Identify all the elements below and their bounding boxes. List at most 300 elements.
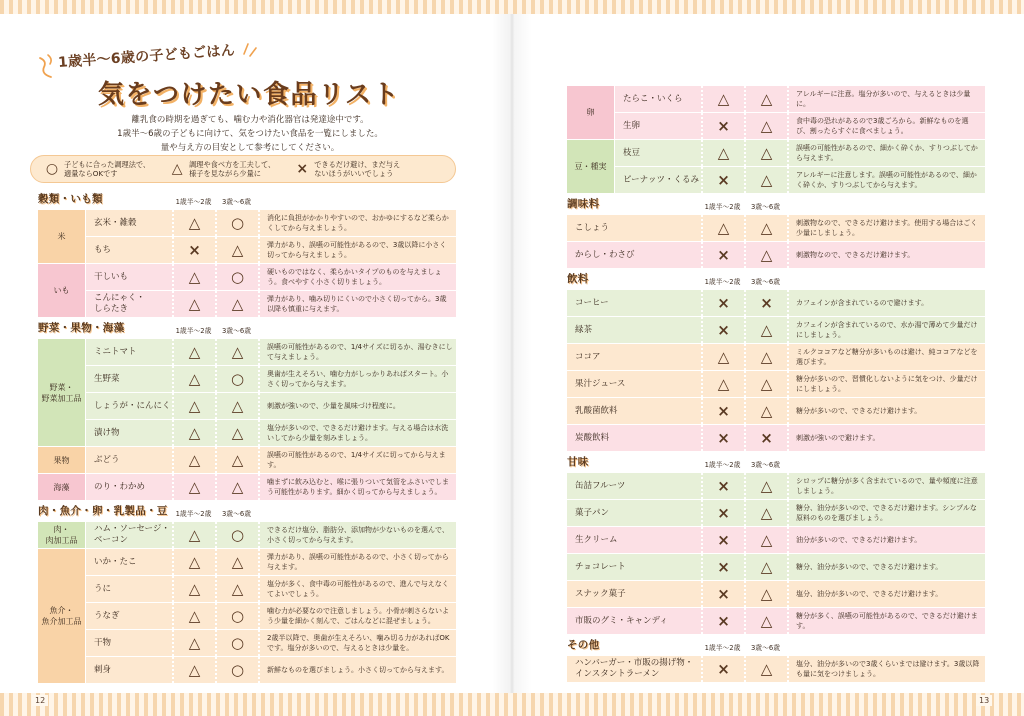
rating-age-1-triangle-mark-icon: △ xyxy=(172,522,215,548)
food-name-cell xyxy=(86,447,172,473)
food-name-cell xyxy=(86,291,172,317)
food-name-cell xyxy=(567,500,701,526)
food-row xyxy=(567,215,985,242)
rating-age-1-triangle-mark-icon: △ xyxy=(172,339,215,365)
food-group xyxy=(567,473,985,635)
food-row xyxy=(86,657,456,684)
food-group xyxy=(567,656,985,683)
column-header-age-2: 3歳〜6歳 xyxy=(750,461,781,469)
section-title: その他 xyxy=(567,639,600,651)
food-note: アレルギーに注意。塩分が多いので、与えるときは少量に。 xyxy=(796,90,971,108)
food-name: ぶどう xyxy=(94,454,120,465)
food-name: 生クリーム xyxy=(575,534,618,545)
food-name: 刺身 xyxy=(94,664,112,675)
rating-age-2-triangle-mark-icon: △ xyxy=(744,371,787,397)
food-name-cell xyxy=(567,317,701,343)
food-section xyxy=(567,86,985,194)
food-name: うに xyxy=(94,583,112,594)
rating-age-1-triangle-mark-icon: △ xyxy=(172,393,215,419)
food-note: カフェインが含まれているので、水か湯で薄めて少量だけにしましょう。 xyxy=(796,321,978,339)
squiggle-stroke xyxy=(40,58,51,77)
food-name: ハンバーガー・市販の揚げ物・ インスタントラーメン xyxy=(575,658,694,679)
food-note-cell xyxy=(787,500,985,526)
rating-age-2-triangle-mark-icon: △ xyxy=(744,242,787,268)
group-rows xyxy=(86,264,456,318)
rating-age-2-triangle-mark-icon: △ xyxy=(215,393,258,419)
food-name: スナック菓子 xyxy=(575,588,626,599)
food-note-cell xyxy=(787,425,985,451)
food-row xyxy=(86,210,456,237)
rating-age-2-triangle-mark-icon: △ xyxy=(744,86,787,112)
food-note-cell xyxy=(258,366,456,392)
food-name: コーヒー xyxy=(575,297,609,308)
group-rows xyxy=(86,522,456,549)
food-row xyxy=(567,344,985,371)
food-group xyxy=(38,522,456,549)
food-row xyxy=(615,167,985,194)
rating-age-1-cross-mark-icon: × xyxy=(701,608,744,634)
food-note: 新鮮なものを選びましょう。小さく切ってから与えます。 xyxy=(267,666,449,674)
rating-age-1-triangle-mark-icon: △ xyxy=(172,291,215,317)
legend-text: できるだけ避け、まだ与え ないほうがいいでしょう xyxy=(314,159,401,178)
food-note-cell xyxy=(258,657,456,683)
rating-age-1-triangle-mark-icon: △ xyxy=(172,420,215,446)
column-header-age-2: 3歳〜6歳 xyxy=(221,198,252,206)
food-note-cell xyxy=(787,86,985,112)
rating-age-1-cross-mark-icon: × xyxy=(701,290,744,316)
food-note: 誤嚥の可能性があるので、1/4サイズに切るか、湯むきにして与えましょう。 xyxy=(267,343,453,361)
food-name-cell xyxy=(567,371,701,397)
food-name: たらこ・いくら xyxy=(623,93,683,104)
food-name: しょうが・にんにく xyxy=(94,400,171,411)
food-name-cell xyxy=(86,522,172,548)
rating-age-1-triangle-mark-icon: △ xyxy=(172,366,215,392)
group-rows xyxy=(86,339,456,447)
rating-age-2-circle-mark-icon: ○ xyxy=(215,630,258,656)
food-name: 生卵 xyxy=(623,120,641,131)
top-stripe-border xyxy=(0,0,1024,14)
circle-mark-icon: ○ xyxy=(45,161,59,177)
food-name-cell xyxy=(86,393,172,419)
food-section xyxy=(38,189,456,318)
food-note: 誤嚥の可能性があるので、細かく砕くか、すりつぶしてから与えます。 xyxy=(796,144,978,162)
intro-text xyxy=(60,113,440,155)
rating-age-2-triangle-mark-icon: △ xyxy=(744,581,787,607)
legend-text: 調理や食べ方を工夫して、 様子を見ながら少量に xyxy=(189,159,276,178)
food-name: 菓子パン xyxy=(575,507,610,518)
section-heading xyxy=(567,635,985,656)
column-header-age-1: 1歳半〜2歳 xyxy=(175,327,212,335)
food-group xyxy=(38,549,456,684)
food-name: 漬け物 xyxy=(94,427,120,438)
sparkle-stroke xyxy=(250,48,256,56)
legend-item-avoid xyxy=(295,160,400,179)
series-kicker: 1歳半〜6歳の子どもごはん xyxy=(57,42,236,71)
food-note-cell xyxy=(258,339,456,365)
rating-age-2-triangle-mark-icon: △ xyxy=(215,339,258,365)
rating-age-2-circle-mark-icon: ○ xyxy=(215,603,258,629)
group-label: 豆・種実 xyxy=(567,140,615,194)
food-note-cell xyxy=(258,210,456,236)
food-note-cell xyxy=(787,371,985,397)
rating-age-1-triangle-mark-icon: △ xyxy=(172,474,215,500)
food-note-cell xyxy=(258,576,456,602)
food-group xyxy=(38,474,456,501)
rating-age-1-cross-mark-icon: × xyxy=(701,554,744,580)
sparkle-stroke xyxy=(244,44,248,54)
food-note: 誤嚥の可能性があるので、1/4サイズに切ってから与えます。 xyxy=(267,451,446,469)
bottom-stripe-border xyxy=(0,693,1024,716)
food-group xyxy=(38,339,456,447)
food-note: 弾力があり、誤嚥の可能性があるので、小さく切ってから与えます。 xyxy=(267,553,449,571)
food-name-cell xyxy=(567,290,701,316)
food-name-cell xyxy=(86,264,172,290)
food-group xyxy=(567,140,985,194)
food-note-cell xyxy=(787,473,985,499)
page-number-left: 12 xyxy=(32,695,48,706)
food-row xyxy=(86,474,456,501)
food-section xyxy=(38,501,456,684)
rating-age-2-triangle-mark-icon: △ xyxy=(744,140,787,166)
food-note: 塩分が多く、食中毒の可能性があるので、進んで与えなくてよいでしょう。 xyxy=(267,580,449,598)
food-row xyxy=(86,576,456,603)
food-group xyxy=(38,264,456,318)
intro-line: 量や与え方の目安として参考にしてください。 xyxy=(160,143,340,153)
rating-age-2-triangle-mark-icon: △ xyxy=(215,576,258,602)
food-name: 市販のグミ・キャンディ xyxy=(575,615,668,626)
food-note: 塩分、油分が多いので、できるだけ避けます。 xyxy=(796,590,943,598)
food-note-cell xyxy=(258,264,456,290)
rating-age-2-cross-mark-icon: × xyxy=(744,290,787,316)
legend-item-caution xyxy=(170,160,275,179)
rating-age-1-triangle-mark-icon: △ xyxy=(701,215,744,241)
food-name-cell xyxy=(567,473,701,499)
group-rows xyxy=(86,549,456,684)
group-rows xyxy=(615,140,985,194)
food-name: もち xyxy=(94,244,112,255)
food-name: 果汁ジュース xyxy=(575,378,626,389)
food-row xyxy=(567,398,985,425)
rating-age-2-triangle-mark-icon: △ xyxy=(744,656,787,682)
food-note-cell xyxy=(258,603,456,629)
food-note: 硬いものではなく、柔らかいタイプのものを与えましょう。食べやすく小さく切りましょう。 xyxy=(267,268,442,286)
sparkle-decoration xyxy=(240,40,260,60)
food-note: 刺激が強いので避けます。 xyxy=(796,434,880,442)
food-name-cell xyxy=(567,581,701,607)
food-name: ココア xyxy=(575,351,601,362)
food-note: 糖分が多いので、できるだけ避けます。 xyxy=(796,407,922,415)
food-name-cell xyxy=(86,339,172,365)
section-heading xyxy=(38,501,456,522)
rating-age-2-triangle-mark-icon: △ xyxy=(744,527,787,553)
food-note-cell xyxy=(258,630,456,656)
food-table-left xyxy=(38,189,456,684)
food-group xyxy=(38,447,456,474)
food-note: 塩分が多いので、できるだけ避けます。与える場合は水洗いしてから少量を刻みましょう。 xyxy=(267,424,449,442)
food-note-cell xyxy=(787,656,985,682)
rating-age-1-triangle-mark-icon: △ xyxy=(701,86,744,112)
squiggle-stroke xyxy=(48,55,51,64)
food-name: からし・わさび xyxy=(575,249,635,260)
food-note: 糖分が多いので、習慣化しないように気をつけ、少量だけにしましょう。 xyxy=(796,375,978,393)
food-name: いか・たこ xyxy=(94,556,137,567)
page-title: 気をつけたい食品リスト xyxy=(98,80,400,110)
food-note-cell xyxy=(787,344,985,370)
rating-age-1-cross-mark-icon: × xyxy=(701,242,744,268)
food-name: 枝豆 xyxy=(623,147,641,158)
group-label: 海藻 xyxy=(38,474,86,501)
rating-age-1-triangle-mark-icon: △ xyxy=(701,344,744,370)
rating-age-2-circle-mark-icon: ○ xyxy=(215,210,258,236)
rating-age-2-triangle-mark-icon: △ xyxy=(215,291,258,317)
food-note: 糖分、油分が多いので、できるだけ避けます。 xyxy=(796,563,943,571)
column-header-age-1: 1歳半〜2歳 xyxy=(704,644,741,652)
food-section xyxy=(567,452,985,635)
rating-age-1-cross-mark-icon: × xyxy=(701,656,744,682)
cross-mark-icon: × xyxy=(296,161,309,177)
food-note: 刺激物なので、できるだけ避けます。 xyxy=(796,251,915,259)
food-name: ミニトマト xyxy=(94,346,137,357)
food-note-cell xyxy=(787,317,985,343)
food-name: 乳酸菌飲料 xyxy=(575,405,618,416)
rating-age-2-triangle-mark-icon: △ xyxy=(744,500,787,526)
rating-age-1-cross-mark-icon: × xyxy=(701,167,744,193)
column-header-age-1: 1歳半〜2歳 xyxy=(704,461,741,469)
food-group xyxy=(567,86,985,140)
food-name-cell xyxy=(567,554,701,580)
column-header-age-1: 1歳半〜2歳 xyxy=(175,198,212,206)
rating-age-1-triangle-mark-icon: △ xyxy=(172,549,215,575)
food-name: 干しいも xyxy=(94,271,129,282)
food-name: 玄米・雑穀 xyxy=(94,217,137,228)
food-row xyxy=(567,425,985,452)
column-header-age-1: 1歳半〜2歳 xyxy=(704,203,741,211)
food-name-cell xyxy=(567,527,701,553)
rating-age-1-cross-mark-icon: × xyxy=(701,398,744,424)
food-note-cell xyxy=(258,420,456,446)
food-row xyxy=(567,371,985,398)
food-note: アレルギーに注意します。誤嚥の可能性があるので、細かく砕くか、すりつぶしてから与えます。 xyxy=(796,171,977,189)
food-section xyxy=(38,318,456,501)
food-note-cell xyxy=(787,242,985,268)
food-name-cell xyxy=(567,242,701,268)
food-name-cell xyxy=(86,657,172,683)
section-heading xyxy=(567,452,985,473)
food-row xyxy=(567,473,985,500)
group-label: 米 xyxy=(38,210,86,264)
food-group xyxy=(567,215,985,269)
group-label: いも xyxy=(38,264,86,318)
rating-age-1-triangle-mark-icon: △ xyxy=(701,371,744,397)
rating-age-1-cross-mark-icon: × xyxy=(701,473,744,499)
group-rows xyxy=(567,215,985,269)
page-number-right: 13 xyxy=(976,695,992,706)
group-rows xyxy=(567,290,985,452)
rating-age-2-triangle-mark-icon: △ xyxy=(215,420,258,446)
food-group xyxy=(567,290,985,452)
food-name: 緑茶 xyxy=(575,324,593,335)
food-name-cell xyxy=(615,167,701,193)
food-note: 噛む力が必要なので注意しましょう。小骨が刺さらないよう少量を細かく刻んで、ごはんなどに混ぜましょう。 xyxy=(267,607,449,625)
food-note: できるだけ塩分、脂肪分、添加物が少ないものを選んで、小さく切ってから与えます。 xyxy=(267,526,449,544)
food-name-cell xyxy=(567,656,701,682)
food-note-cell xyxy=(258,393,456,419)
section-title: 肉・魚介・卵・乳製品・豆 xyxy=(38,505,168,517)
food-note-cell xyxy=(787,167,985,193)
food-row xyxy=(86,393,456,420)
section-title: 調味料 xyxy=(567,198,600,210)
intro-line: 離乳食の時期を過ぎても、噛む力や消化器官は発達途中です。 xyxy=(131,115,369,125)
food-row xyxy=(567,317,985,344)
rating-age-2-circle-mark-icon: ○ xyxy=(215,657,258,683)
food-note-cell xyxy=(787,290,985,316)
food-row xyxy=(567,608,985,635)
food-name: 生野菜 xyxy=(94,373,120,384)
rating-age-2-triangle-mark-icon: △ xyxy=(215,474,258,500)
triangle-mark-icon: △ xyxy=(171,161,183,177)
rating-age-2-triangle-mark-icon: △ xyxy=(744,167,787,193)
food-row xyxy=(567,242,985,269)
section-title: 甘味 xyxy=(567,456,589,468)
group-label: 肉・ 肉加工品 xyxy=(38,522,86,549)
section-heading xyxy=(567,269,985,290)
food-table-right xyxy=(567,86,985,683)
rating-age-1-cross-mark-icon: × xyxy=(701,113,744,139)
rating-age-2-triangle-mark-icon: △ xyxy=(744,398,787,424)
food-name: こしょう xyxy=(575,222,610,233)
food-row xyxy=(615,113,985,140)
food-name-cell xyxy=(567,608,701,634)
food-section xyxy=(567,635,985,683)
food-name: のり・わかめ xyxy=(94,481,146,492)
food-note: 糖分、油分が多いので、できるだけ避けます。シンプルな原料のものを選びましょう。 xyxy=(796,504,977,522)
food-row xyxy=(567,581,985,608)
intro-line: 1歳半〜6歳の子どもに向けて、気をつけたい食品を一覧にしました。 xyxy=(117,129,383,139)
rating-age-1-cross-mark-icon: × xyxy=(701,317,744,343)
food-row xyxy=(615,86,985,113)
food-note: 刺激物なので、できるだけ避けます。使用する場合はごく少量にしましょう。 xyxy=(796,219,978,237)
food-note: 弾力があり、噛み切りにくいので小さく切ってから。3歳以降も慎重に与えます。 xyxy=(267,295,447,313)
food-row xyxy=(567,554,985,581)
section-title: 穀類・いも類 xyxy=(38,193,103,205)
rating-age-2-triangle-mark-icon: △ xyxy=(744,554,787,580)
group-label: 卵 xyxy=(567,86,615,140)
food-name: ピーナッツ・くるみ xyxy=(623,174,699,185)
group-label: 果物 xyxy=(38,447,86,474)
section-title: 野菜・果物・海藻 xyxy=(38,322,125,334)
food-name-cell xyxy=(567,215,701,241)
food-name: 干物 xyxy=(94,637,112,648)
food-name: 炭酸飲料 xyxy=(575,432,610,443)
food-name-cell xyxy=(615,140,701,166)
rating-age-1-cross-mark-icon: × xyxy=(701,527,744,553)
food-note: 消化に負担がかかりやすいので、おかゆにするなど柔らかくしてから与えましょう。 xyxy=(267,214,449,232)
food-note-cell xyxy=(787,608,985,634)
rating-age-1-cross-mark-icon: × xyxy=(701,581,744,607)
food-note: 奥歯が生えそろい、噛む力がしっかりあればスタート。小さく切ってから与えます。 xyxy=(267,370,449,388)
food-name: ハム・ソーセージ・ ベーコン xyxy=(94,524,170,545)
food-name: チョコレート xyxy=(575,561,626,572)
food-row xyxy=(86,549,456,576)
food-note-cell xyxy=(787,554,985,580)
rating-age-1-cross-mark-icon: × xyxy=(701,425,744,451)
food-note: ミルクココアなど糖分が多いものは避け、純ココアなどを選びます。 xyxy=(796,348,978,366)
food-row xyxy=(86,237,456,264)
rating-age-1-triangle-mark-icon: △ xyxy=(172,603,215,629)
rating-age-2-circle-mark-icon: ○ xyxy=(215,522,258,548)
rating-age-2-triangle-mark-icon: △ xyxy=(744,317,787,343)
food-note-cell xyxy=(258,291,456,317)
food-note: 弾力があり、誤嚥の可能性があるので、3歳以降に小さく切ってから与えましょう。 xyxy=(267,241,447,259)
food-name: 缶詰フルーツ xyxy=(575,480,626,491)
rating-age-1-triangle-mark-icon: △ xyxy=(172,630,215,656)
rating-age-1-triangle-mark-icon: △ xyxy=(701,140,744,166)
group-label: 魚介・ 魚介加工品 xyxy=(38,549,86,684)
section-heading xyxy=(38,318,456,339)
rating-age-1-triangle-mark-icon: △ xyxy=(172,264,215,290)
food-name-cell xyxy=(86,630,172,656)
rating-age-2-cross-mark-icon: × xyxy=(744,425,787,451)
rating-age-2-triangle-mark-icon: △ xyxy=(744,215,787,241)
rating-age-2-triangle-mark-icon: △ xyxy=(744,113,787,139)
food-note-cell xyxy=(258,447,456,473)
rating-age-2-triangle-mark-icon: △ xyxy=(215,447,258,473)
food-note-cell xyxy=(258,549,456,575)
column-header-age-1: 1歳半〜2歳 xyxy=(175,510,212,518)
food-row xyxy=(567,290,985,317)
food-note-cell xyxy=(258,237,456,263)
food-row xyxy=(86,291,456,318)
food-name-cell xyxy=(86,576,172,602)
food-note: 食中毒の恐れがあるので3歳ごろから。新鮮なものを選び、割ったらすぐに食べましょう。 xyxy=(796,117,969,135)
column-header-age-2: 3歳〜6歳 xyxy=(750,278,781,286)
column-header-age-2: 3歳〜6歳 xyxy=(750,644,781,652)
food-row xyxy=(86,339,456,366)
food-row xyxy=(86,522,456,549)
section-title: 飲料 xyxy=(567,273,589,285)
legend-box xyxy=(30,155,456,183)
rating-age-1-triangle-mark-icon: △ xyxy=(172,447,215,473)
food-name-cell xyxy=(86,474,172,500)
food-note-cell xyxy=(787,581,985,607)
food-group xyxy=(38,210,456,264)
food-name-cell xyxy=(86,549,172,575)
food-section xyxy=(567,194,985,269)
food-note-cell xyxy=(258,474,456,500)
food-note: 噛まずに飲み込むと、喉に張りついて気管をふさいでしまう可能性があります。細かく切ってから与えましょう。 xyxy=(267,478,449,496)
rating-age-1-triangle-mark-icon: △ xyxy=(172,576,215,602)
food-note-cell xyxy=(787,113,985,139)
column-header-age-2: 3歳〜6歳 xyxy=(221,510,252,518)
column-header-age-2: 3歳〜6歳 xyxy=(221,327,252,335)
section-heading xyxy=(38,189,456,210)
group-rows xyxy=(86,210,456,264)
food-note: 塩分、油分が多いので3歳くらいまでは避けます。3歳以降も量に気をつけましょう。 xyxy=(796,660,980,678)
group-rows xyxy=(86,447,456,474)
food-name-cell xyxy=(86,603,172,629)
food-note: 刺激が強いので、少量を風味づけ程度に。 xyxy=(267,402,400,410)
food-name-cell xyxy=(567,344,701,370)
food-row xyxy=(567,527,985,554)
food-note-cell xyxy=(787,215,985,241)
food-note: 2歳半以降で、奥歯が生えそろい、噛み切る力があればOKです。塩分が多いので、与えるときは少量を。 xyxy=(267,634,450,652)
food-name-cell xyxy=(86,237,172,263)
food-note-cell xyxy=(787,140,985,166)
rating-age-2-triangle-mark-icon: △ xyxy=(744,344,787,370)
food-name: こんにゃく・ しらたき xyxy=(94,293,145,314)
food-name-cell xyxy=(86,210,172,236)
food-name-cell xyxy=(567,425,701,451)
